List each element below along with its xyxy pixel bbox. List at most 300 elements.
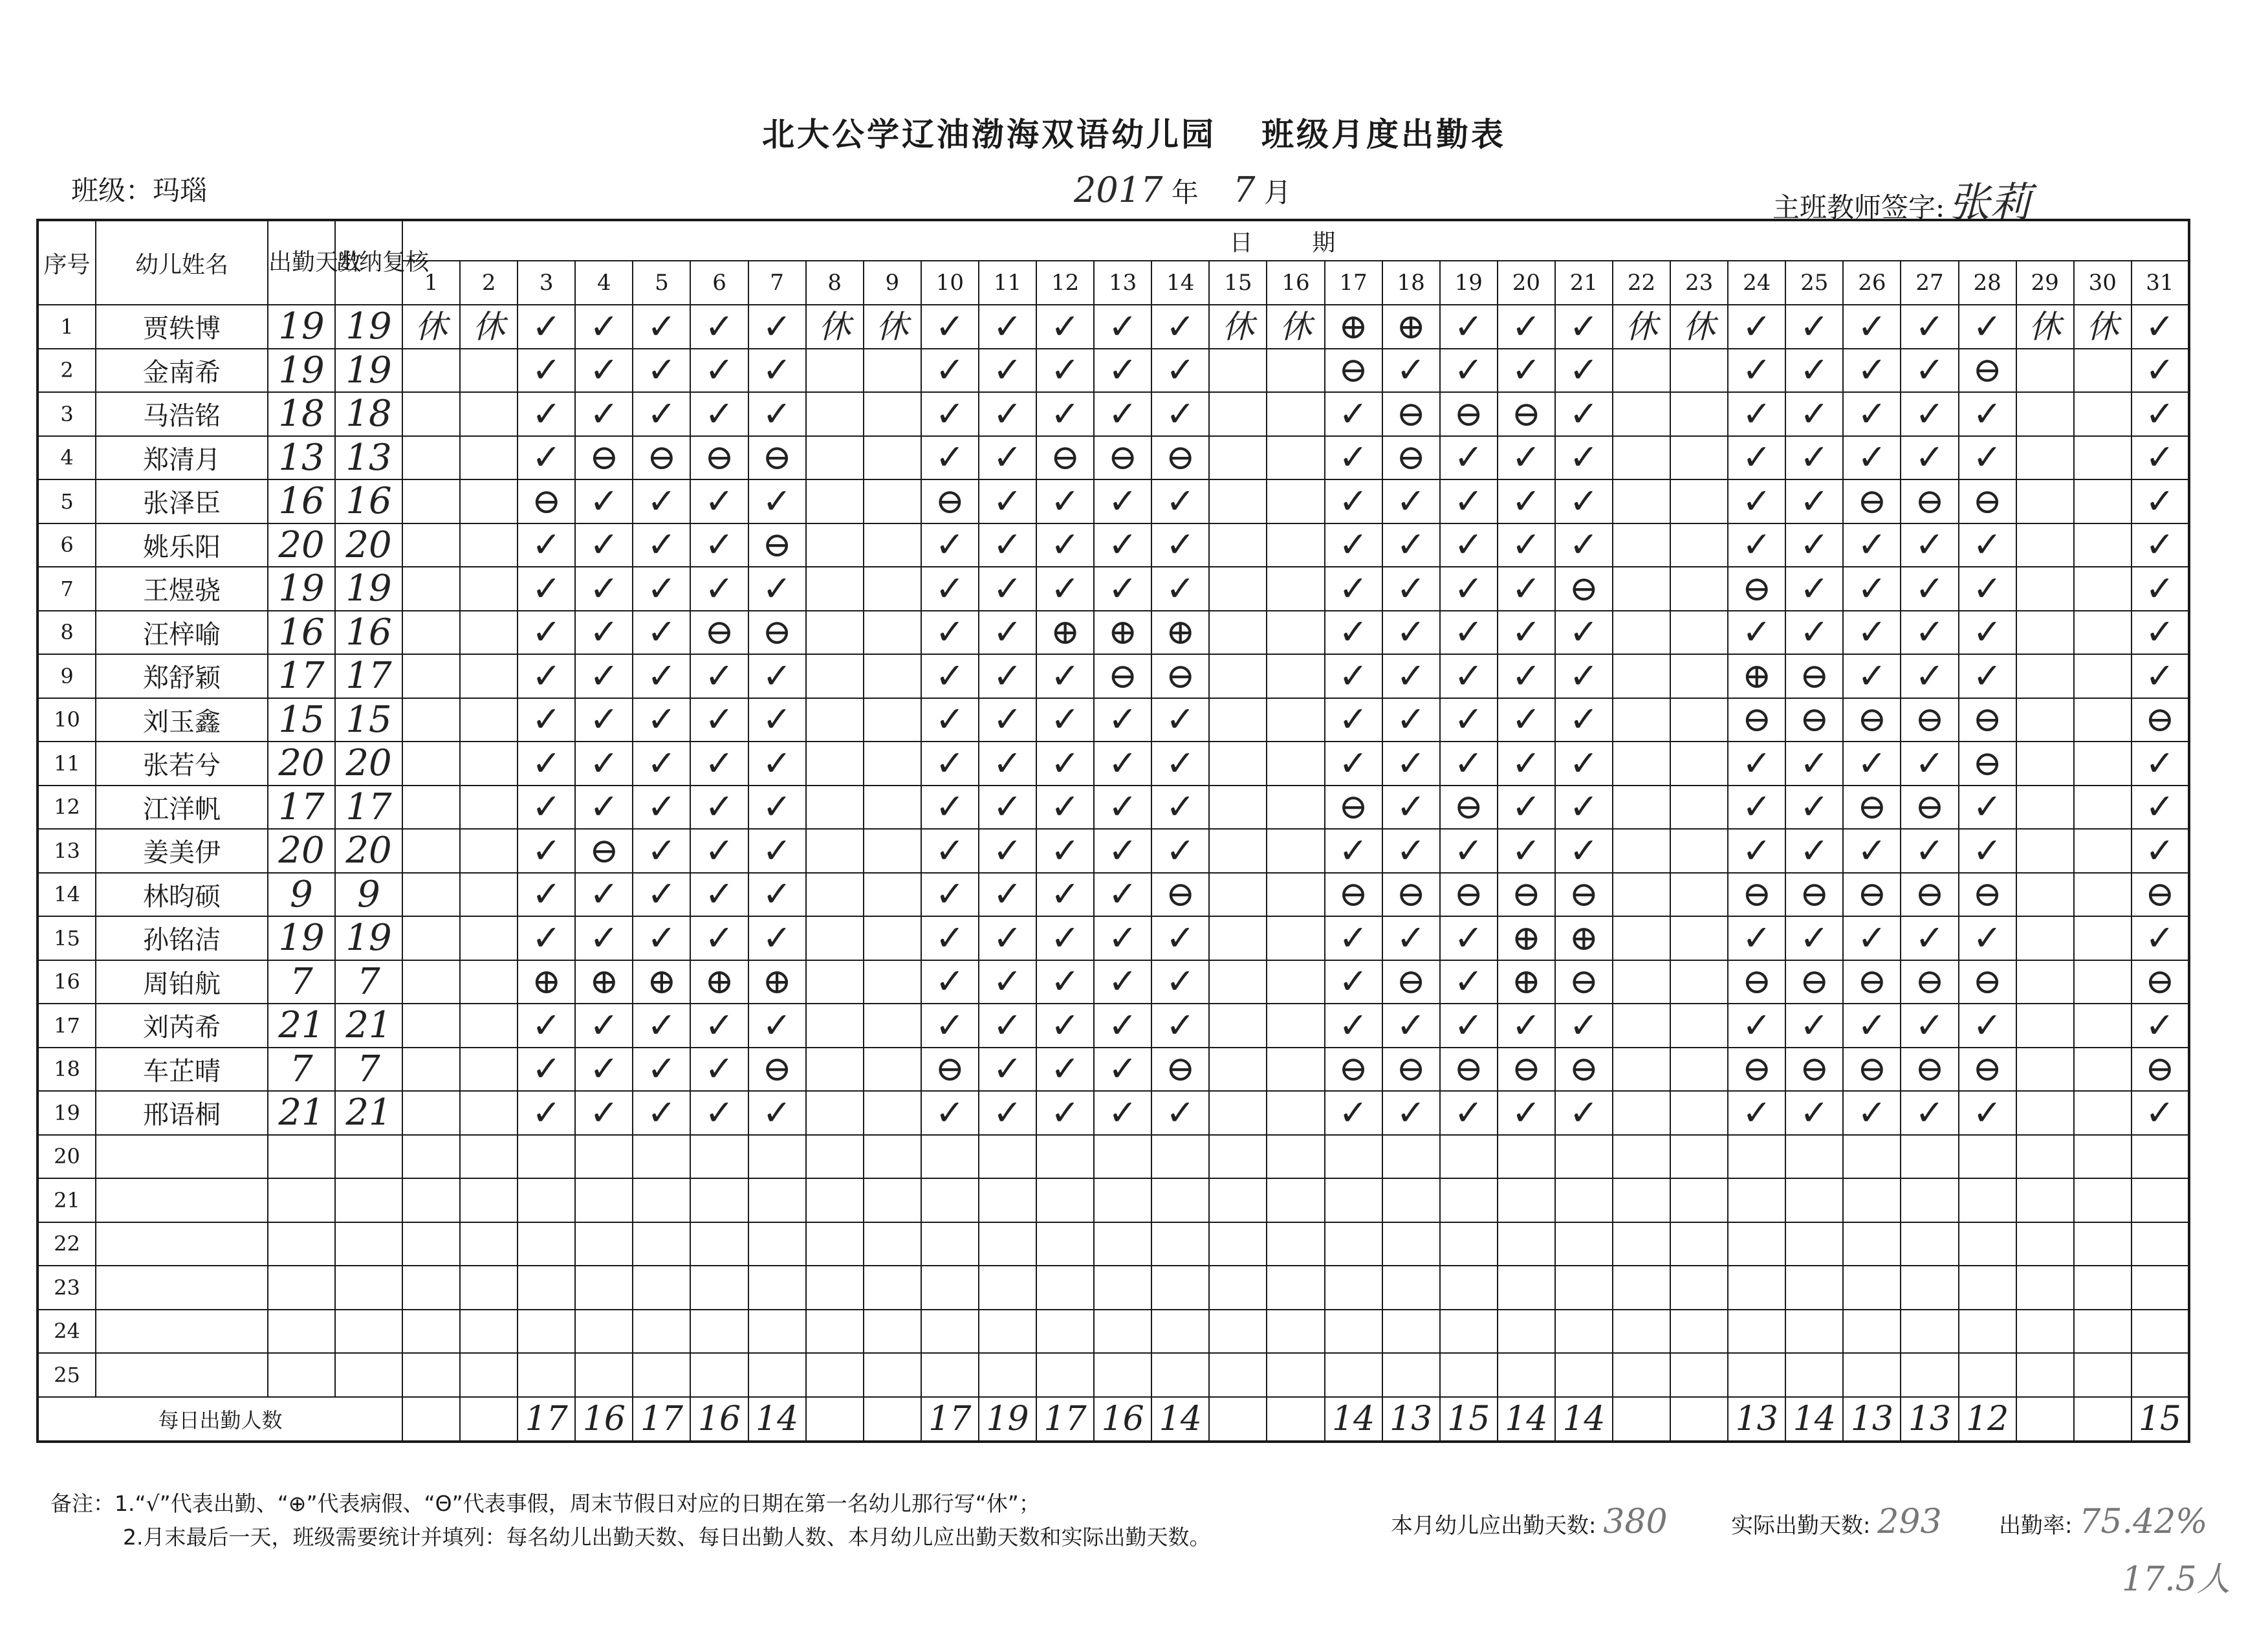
attendance-mark: ✓ bbox=[1151, 786, 1209, 830]
attend-days: 17 bbox=[268, 654, 335, 698]
attendance-mark: ✓ bbox=[518, 916, 575, 960]
attendance-mark: ✓ bbox=[1440, 1004, 1498, 1048]
attendance-mark: ✓ bbox=[1325, 479, 1382, 523]
attendance-mark bbox=[1209, 1048, 1267, 1092]
attendance-mark bbox=[1613, 479, 1670, 523]
attendance-mark: ✓ bbox=[1901, 1091, 1958, 1135]
table-row bbox=[38, 960, 2189, 1004]
attendance-mark: ⊖ bbox=[1843, 786, 1901, 830]
attendance-mark bbox=[460, 1091, 518, 1135]
attendance-mark: ✓ bbox=[1382, 916, 1440, 960]
attendance-mark bbox=[1267, 786, 1324, 830]
attendance-mark bbox=[1498, 1310, 1555, 1354]
attendance-mark: ✓ bbox=[518, 1048, 575, 1092]
attendance-mark bbox=[2016, 523, 2074, 567]
attendance-mark bbox=[1440, 1353, 1498, 1397]
attendance-mark bbox=[2132, 1222, 2189, 1266]
attendance-mark bbox=[1670, 1310, 1728, 1354]
teacher-signature: 张莉 bbox=[1948, 179, 2032, 227]
attendance-mark bbox=[690, 1135, 748, 1179]
attendance-mark: ✓ bbox=[690, 829, 748, 873]
attendance-mark: ⊖ bbox=[1785, 1048, 1843, 1092]
attendance-mark: ✓ bbox=[1843, 829, 1901, 873]
attendance-mark: ✓ bbox=[575, 786, 633, 830]
attendance-mark: ✓ bbox=[1555, 1091, 1613, 1135]
attendance-mark: ⊖ bbox=[1785, 698, 1843, 742]
attendance-mark bbox=[460, 349, 518, 393]
attendance-mark bbox=[1382, 1178, 1440, 1222]
attendance-mark bbox=[748, 1353, 806, 1397]
attendance-mark bbox=[1209, 916, 1267, 960]
attendance-mark bbox=[2132, 1135, 2189, 1179]
attendance-mark: ⊖ bbox=[1901, 873, 1958, 917]
day-header-4: 4 bbox=[575, 261, 633, 305]
day-header-9: 9 bbox=[864, 261, 921, 305]
attendance-mark: ✓ bbox=[1843, 305, 1901, 349]
attendance-mark: 休 bbox=[402, 305, 460, 349]
attend-days: 20 bbox=[268, 829, 335, 873]
attendance-mark bbox=[1209, 392, 1267, 436]
header-date: 日 期 bbox=[402, 220, 2189, 261]
row-seq: 5 bbox=[38, 479, 96, 523]
attendance-mark bbox=[864, 1135, 921, 1179]
attendance-mark: ✓ bbox=[1555, 698, 1613, 742]
attendance-mark: ⊖ bbox=[1901, 479, 1958, 523]
attend-days: 20 bbox=[268, 523, 335, 567]
attendance-mark: ✓ bbox=[633, 479, 690, 523]
attendance-mark bbox=[1036, 1266, 1094, 1310]
attendance-mark bbox=[1670, 873, 1728, 917]
attendance-mark bbox=[402, 1353, 460, 1397]
check-days bbox=[335, 1266, 402, 1310]
attendance-mark bbox=[1094, 1178, 1151, 1222]
attendance-mark bbox=[748, 1222, 806, 1266]
attendance-mark bbox=[2074, 1353, 2132, 1397]
attendance-mark: ✓ bbox=[1325, 611, 1382, 655]
attendance-mark bbox=[690, 1310, 748, 1354]
attendance-mark bbox=[748, 1266, 806, 1310]
attendance-mark bbox=[633, 1135, 690, 1179]
attendance-mark: ✓ bbox=[1728, 742, 1785, 786]
attendance-mark bbox=[1785, 1310, 1843, 1354]
attend-days: 21 bbox=[268, 1004, 335, 1048]
attendance-mark: ✓ bbox=[979, 305, 1036, 349]
attendance-rate-value: 75.42% bbox=[2079, 1502, 2208, 1541]
attendance-mark bbox=[1555, 1178, 1613, 1222]
attendance-mark: ⊖ bbox=[921, 479, 979, 523]
attendance-mark: ⊕ bbox=[575, 960, 633, 1004]
day-header-8: 8 bbox=[806, 261, 864, 305]
attendance-mark bbox=[1498, 1222, 1555, 1266]
day-header-14: 14 bbox=[1151, 261, 1209, 305]
attendance-mark: ⊖ bbox=[2132, 1048, 2189, 1092]
attendance-mark: ✓ bbox=[1498, 479, 1555, 523]
attendance-mark: ✓ bbox=[1901, 829, 1958, 873]
attendance-mark: ⊕ bbox=[1094, 611, 1151, 655]
attendance-mark: 休 bbox=[460, 305, 518, 349]
attendance-mark bbox=[1728, 1266, 1785, 1310]
attendance-mark: ✓ bbox=[921, 523, 979, 567]
daily-total-value: 17 bbox=[1036, 1397, 1094, 1442]
attendance-mark bbox=[1613, 1178, 1670, 1222]
attendance-mark bbox=[575, 1266, 633, 1310]
attendance-mark bbox=[460, 479, 518, 523]
attendance-mark bbox=[979, 1266, 1036, 1310]
attendance-mark: ⊖ bbox=[1440, 786, 1498, 830]
attend-days: 19 bbox=[268, 567, 335, 611]
attendance-mark bbox=[1555, 1135, 1613, 1179]
attendance-mark: ⊖ bbox=[1959, 873, 2016, 917]
attendance-mark: ✓ bbox=[1325, 436, 1382, 480]
attendance-mark: ✓ bbox=[979, 1004, 1036, 1048]
attendance-mark: ✓ bbox=[690, 654, 748, 698]
attendance-mark bbox=[864, 1178, 921, 1222]
attendance-mark bbox=[806, 611, 864, 655]
attendance-mark: ✓ bbox=[1094, 698, 1151, 742]
row-seq: 11 bbox=[38, 742, 96, 786]
check-days: 16 bbox=[335, 611, 402, 655]
attendance-mark bbox=[806, 349, 864, 393]
check-days: 16 bbox=[335, 479, 402, 523]
attendance-mark: ✓ bbox=[979, 392, 1036, 436]
child-name: 张泽臣 bbox=[96, 479, 268, 523]
actual-days: 实际出勤天数: 293 bbox=[1731, 1502, 1942, 1541]
header-seq: 序号 bbox=[38, 220, 96, 305]
attendance-mark: ⊖ bbox=[921, 1048, 979, 1092]
attendance-mark: ✓ bbox=[1382, 611, 1440, 655]
check-days: 15 bbox=[335, 698, 402, 742]
attendance-mark bbox=[1670, 436, 1728, 480]
attendance-mark bbox=[1613, 698, 1670, 742]
attendance-mark: ✓ bbox=[921, 611, 979, 655]
attendance-mark bbox=[1382, 1222, 1440, 1266]
attendance-mark: ✓ bbox=[690, 479, 748, 523]
attendance-mark: ✓ bbox=[2132, 742, 2189, 786]
attendance-mark bbox=[1209, 960, 1267, 1004]
attendance-mark: ✓ bbox=[518, 654, 575, 698]
check-days: 19 bbox=[335, 349, 402, 393]
attendance-mark bbox=[979, 1310, 1036, 1354]
attendance-mark bbox=[1267, 1091, 1324, 1135]
attendance-mark bbox=[864, 698, 921, 742]
attendance-mark bbox=[1209, 1178, 1267, 1222]
attendance-mark: ✓ bbox=[1094, 567, 1151, 611]
attendance-mark bbox=[1901, 1266, 1958, 1310]
child-name: 郑清月 bbox=[96, 436, 268, 480]
day-header-15: 15 bbox=[1209, 261, 1267, 305]
daily-total-value: 13 bbox=[1901, 1397, 1958, 1442]
attendance-mark: ✓ bbox=[1959, 523, 2016, 567]
table-row bbox=[38, 1222, 2189, 1266]
attendance-mark: ✓ bbox=[921, 829, 979, 873]
attendance-mark: ✓ bbox=[633, 654, 690, 698]
attendance-mark bbox=[1325, 1266, 1382, 1310]
attendance-mark: ⊖ bbox=[1785, 873, 1843, 917]
attendance-mark: ✓ bbox=[575, 611, 633, 655]
attendance-mark: ⊖ bbox=[1785, 654, 1843, 698]
attendance-mark: ✓ bbox=[1036, 654, 1094, 698]
attendance-mark: ✓ bbox=[518, 567, 575, 611]
attendance-mark bbox=[633, 1310, 690, 1354]
attendance-mark bbox=[1094, 1310, 1151, 1354]
attendance-mark: ✓ bbox=[518, 392, 575, 436]
attendance-mark bbox=[2016, 873, 2074, 917]
attendance-mark: ✓ bbox=[1036, 1048, 1094, 1092]
child-name bbox=[96, 1266, 268, 1310]
attendance-mark bbox=[1670, 829, 1728, 873]
attendance-mark bbox=[1555, 1222, 1613, 1266]
attendance-mark bbox=[1613, 611, 1670, 655]
row-seq: 21 bbox=[38, 1178, 96, 1222]
attendance-mark bbox=[1440, 1178, 1498, 1222]
attendance-mark: ✓ bbox=[518, 523, 575, 567]
attendance-mark: ✓ bbox=[921, 873, 979, 917]
attendance-mark bbox=[1209, 1091, 1267, 1135]
attendance-mark: ⊖ bbox=[575, 829, 633, 873]
attendance-mark: ✓ bbox=[1728, 479, 1785, 523]
attendance-mark bbox=[1843, 1266, 1901, 1310]
attendance-mark: ⊖ bbox=[633, 436, 690, 480]
attend-days: 7 bbox=[268, 1048, 335, 1092]
attendance-mark: ✓ bbox=[1843, 611, 1901, 655]
attendance-mark bbox=[2016, 742, 2074, 786]
day-header-25: 25 bbox=[1785, 261, 1843, 305]
attendance-mark: ⊖ bbox=[1382, 960, 1440, 1004]
attendance-mark: ✓ bbox=[1498, 611, 1555, 655]
attendance-mark: ⊖ bbox=[1728, 567, 1785, 611]
attendance-mark: ✓ bbox=[1440, 829, 1498, 873]
day-header-31: 31 bbox=[2132, 261, 2189, 305]
attendance-mark bbox=[1209, 436, 1267, 480]
day-header-19: 19 bbox=[1440, 261, 1498, 305]
attendance-mark bbox=[806, 654, 864, 698]
daily-total-value bbox=[402, 1397, 460, 1442]
attendance-mark bbox=[402, 698, 460, 742]
table-row bbox=[38, 567, 2189, 611]
attendance-mark: ✓ bbox=[1728, 916, 1785, 960]
row-seq: 8 bbox=[38, 611, 96, 655]
attendance-mark bbox=[1901, 1310, 1958, 1354]
attend-days: 17 bbox=[268, 786, 335, 830]
attendance-mark: ✓ bbox=[1440, 611, 1498, 655]
attendance-mark: ✓ bbox=[1325, 1004, 1382, 1048]
child-name: 孙铭洁 bbox=[96, 916, 268, 960]
attendance-mark bbox=[690, 1266, 748, 1310]
attendance-mark bbox=[2016, 1178, 2074, 1222]
attendance-mark bbox=[2016, 392, 2074, 436]
row-seq: 12 bbox=[38, 786, 96, 830]
attendance-mark: ✓ bbox=[1325, 1091, 1382, 1135]
attendance-mark: ✓ bbox=[1325, 392, 1382, 436]
attendance-mark bbox=[1267, 523, 1324, 567]
attendance-mark: ✓ bbox=[690, 1004, 748, 1048]
attendance-mark: ✓ bbox=[1555, 349, 1613, 393]
header-name: 幼儿姓名 bbox=[96, 220, 268, 305]
attendance-mark: ✓ bbox=[2132, 1091, 2189, 1135]
attendance-mark bbox=[1209, 786, 1267, 830]
attendance-mark bbox=[2074, 1178, 2132, 1222]
row-seq: 3 bbox=[38, 392, 96, 436]
attendance-mark bbox=[2074, 786, 2132, 830]
row-seq: 10 bbox=[38, 698, 96, 742]
attendance-mark: ✓ bbox=[690, 523, 748, 567]
day-header-13: 13 bbox=[1094, 261, 1151, 305]
attend-days: 16 bbox=[268, 611, 335, 655]
attendance-mark bbox=[460, 436, 518, 480]
attendance-mark: ✓ bbox=[633, 392, 690, 436]
attendance-mark: ✓ bbox=[1959, 1091, 2016, 1135]
check-days bbox=[335, 1178, 402, 1222]
attendance-mark bbox=[806, 1222, 864, 1266]
attendance-mark: ⊖ bbox=[1728, 873, 1785, 917]
attendance-mark bbox=[1036, 1222, 1094, 1266]
attendance-mark bbox=[2016, 567, 2074, 611]
attendance-mark: ✓ bbox=[1036, 698, 1094, 742]
attendance-mark: ✓ bbox=[2132, 654, 2189, 698]
day-header-23: 23 bbox=[1670, 261, 1728, 305]
attendance-mark: ✓ bbox=[1036, 1091, 1094, 1135]
attendance-mark: ✓ bbox=[1151, 349, 1209, 393]
attendance-mark: ⊖ bbox=[1959, 479, 2016, 523]
attendance-mark: ✓ bbox=[748, 654, 806, 698]
attendance-mark: ✓ bbox=[921, 392, 979, 436]
attendance-mark: ✓ bbox=[1440, 916, 1498, 960]
attendance-mark bbox=[864, 479, 921, 523]
attendance-mark: ✓ bbox=[1843, 654, 1901, 698]
attendance-mark bbox=[1267, 1178, 1324, 1222]
attendance-mark bbox=[1670, 349, 1728, 393]
daily-total-value: 14 bbox=[1151, 1397, 1209, 1442]
row-seq: 18 bbox=[38, 1048, 96, 1092]
attendance-mark: ✓ bbox=[575, 1004, 633, 1048]
attendance-mark: ✓ bbox=[1959, 829, 2016, 873]
attendance-mark: ✓ bbox=[1440, 523, 1498, 567]
attendance-mark bbox=[690, 1222, 748, 1266]
attendance-mark: ✓ bbox=[1555, 1004, 1613, 1048]
attendance-mark bbox=[1209, 1310, 1267, 1354]
check-days: 19 bbox=[335, 567, 402, 611]
attendance-mark: ✓ bbox=[1901, 392, 1958, 436]
attendance-mark bbox=[864, 829, 921, 873]
day-header-24: 24 bbox=[1728, 261, 1785, 305]
attendance-mark: ✓ bbox=[1440, 436, 1498, 480]
attendance-mark bbox=[1843, 1353, 1901, 1397]
attendance-mark: ✓ bbox=[1151, 742, 1209, 786]
attendance-mark: ✓ bbox=[979, 479, 1036, 523]
row-seq: 15 bbox=[38, 916, 96, 960]
attendance-mark: ✓ bbox=[979, 916, 1036, 960]
attendance-mark bbox=[402, 1222, 460, 1266]
attendance-mark bbox=[2016, 786, 2074, 830]
row-seq: 23 bbox=[38, 1266, 96, 1310]
attendance-mark bbox=[402, 349, 460, 393]
attendance-mark: ✓ bbox=[921, 742, 979, 786]
attendance-mark bbox=[1151, 1135, 1209, 1179]
attendance-mark bbox=[1209, 349, 1267, 393]
attendance-mark bbox=[460, 523, 518, 567]
attendance-mark: ✓ bbox=[1498, 349, 1555, 393]
attendance-mark: ✓ bbox=[748, 829, 806, 873]
attendance-mark bbox=[1209, 1004, 1267, 1048]
attendance-mark bbox=[1267, 567, 1324, 611]
attendance-mark bbox=[1209, 567, 1267, 611]
attendance-mark bbox=[1267, 1135, 1324, 1179]
row-seq: 4 bbox=[38, 436, 96, 480]
attendance-mark bbox=[402, 654, 460, 698]
month-value: 7 bbox=[1233, 170, 1256, 210]
table-row bbox=[38, 349, 2189, 393]
attendance-mark: ⊖ bbox=[2132, 960, 2189, 1004]
day-header-29: 29 bbox=[2016, 261, 2074, 305]
attendance-rate: 出勤率: 75.42% bbox=[1999, 1502, 2208, 1541]
attendance-mark: ✓ bbox=[1440, 479, 1498, 523]
attendance-mark bbox=[460, 698, 518, 742]
child-name bbox=[96, 1178, 268, 1222]
row-seq: 1 bbox=[38, 305, 96, 349]
table-row bbox=[38, 1353, 2189, 1397]
attendance-mark bbox=[1267, 611, 1324, 655]
check-days: 18 bbox=[335, 392, 402, 436]
attendance-mark: ✓ bbox=[748, 873, 806, 917]
attendance-mark: ✓ bbox=[633, 698, 690, 742]
attendance-mark: ✓ bbox=[1555, 742, 1613, 786]
check-days bbox=[335, 1222, 402, 1266]
attendance-mark: ✓ bbox=[1094, 479, 1151, 523]
daily-total-value: 16 bbox=[690, 1397, 748, 1442]
attendance-mark: ✓ bbox=[690, 392, 748, 436]
attendance-mark bbox=[1267, 916, 1324, 960]
attendance-mark bbox=[806, 786, 864, 830]
school-name: 北大公学辽油渤海双语幼儿园 bbox=[762, 116, 1216, 153]
attendance-mark: ✓ bbox=[1382, 479, 1440, 523]
attendance-mark bbox=[1728, 1353, 1785, 1397]
day-header-26: 26 bbox=[1843, 261, 1901, 305]
attendance-mark: ✓ bbox=[1382, 786, 1440, 830]
attendance-mark bbox=[1267, 960, 1324, 1004]
attendance-mark bbox=[402, 479, 460, 523]
attendance-mark bbox=[402, 1178, 460, 1222]
attendance-mark bbox=[690, 1178, 748, 1222]
attendance-mark bbox=[2016, 1004, 2074, 1048]
attendance-mark bbox=[1209, 873, 1267, 917]
attendance-mark: ✓ bbox=[1785, 1091, 1843, 1135]
attendance-mark: ✓ bbox=[1555, 786, 1613, 830]
attendance-mark: ✓ bbox=[690, 1048, 748, 1092]
attendance-mark bbox=[1613, 436, 1670, 480]
attendance-mark bbox=[1959, 1135, 2016, 1179]
day-header-5: 5 bbox=[633, 261, 690, 305]
attend-days bbox=[268, 1222, 335, 1266]
attendance-mark: ✓ bbox=[1440, 305, 1498, 349]
attendance-mark: ✓ bbox=[1785, 1004, 1843, 1048]
attendance-mark: ✓ bbox=[1959, 786, 2016, 830]
expected-days: 本月幼儿应出勤天数: 380 bbox=[1391, 1502, 1668, 1541]
attendance-mark: ✓ bbox=[1036, 567, 1094, 611]
attendance-mark bbox=[1613, 1310, 1670, 1354]
attend-days: 18 bbox=[268, 392, 335, 436]
attendance-mark: ⊕ bbox=[1151, 611, 1209, 655]
note-line-2: 2.月末最后一天，班级需要统计并填列：每名幼儿出勤天数、每日出勤人数、本月幼儿应出勤天数和实际出勤天数。 bbox=[123, 1524, 1211, 1550]
attendance-mark: ✓ bbox=[921, 1091, 979, 1135]
attendance-mark bbox=[1613, 1091, 1670, 1135]
attendance-mark bbox=[1267, 392, 1324, 436]
attendance-mark bbox=[806, 1135, 864, 1179]
table-row bbox=[38, 698, 2189, 742]
daily-total-value: 17 bbox=[633, 1397, 690, 1442]
attendance-mark bbox=[2132, 1178, 2189, 1222]
attendance-mark: ⊖ bbox=[1036, 436, 1094, 480]
check-days: 13 bbox=[335, 436, 402, 480]
